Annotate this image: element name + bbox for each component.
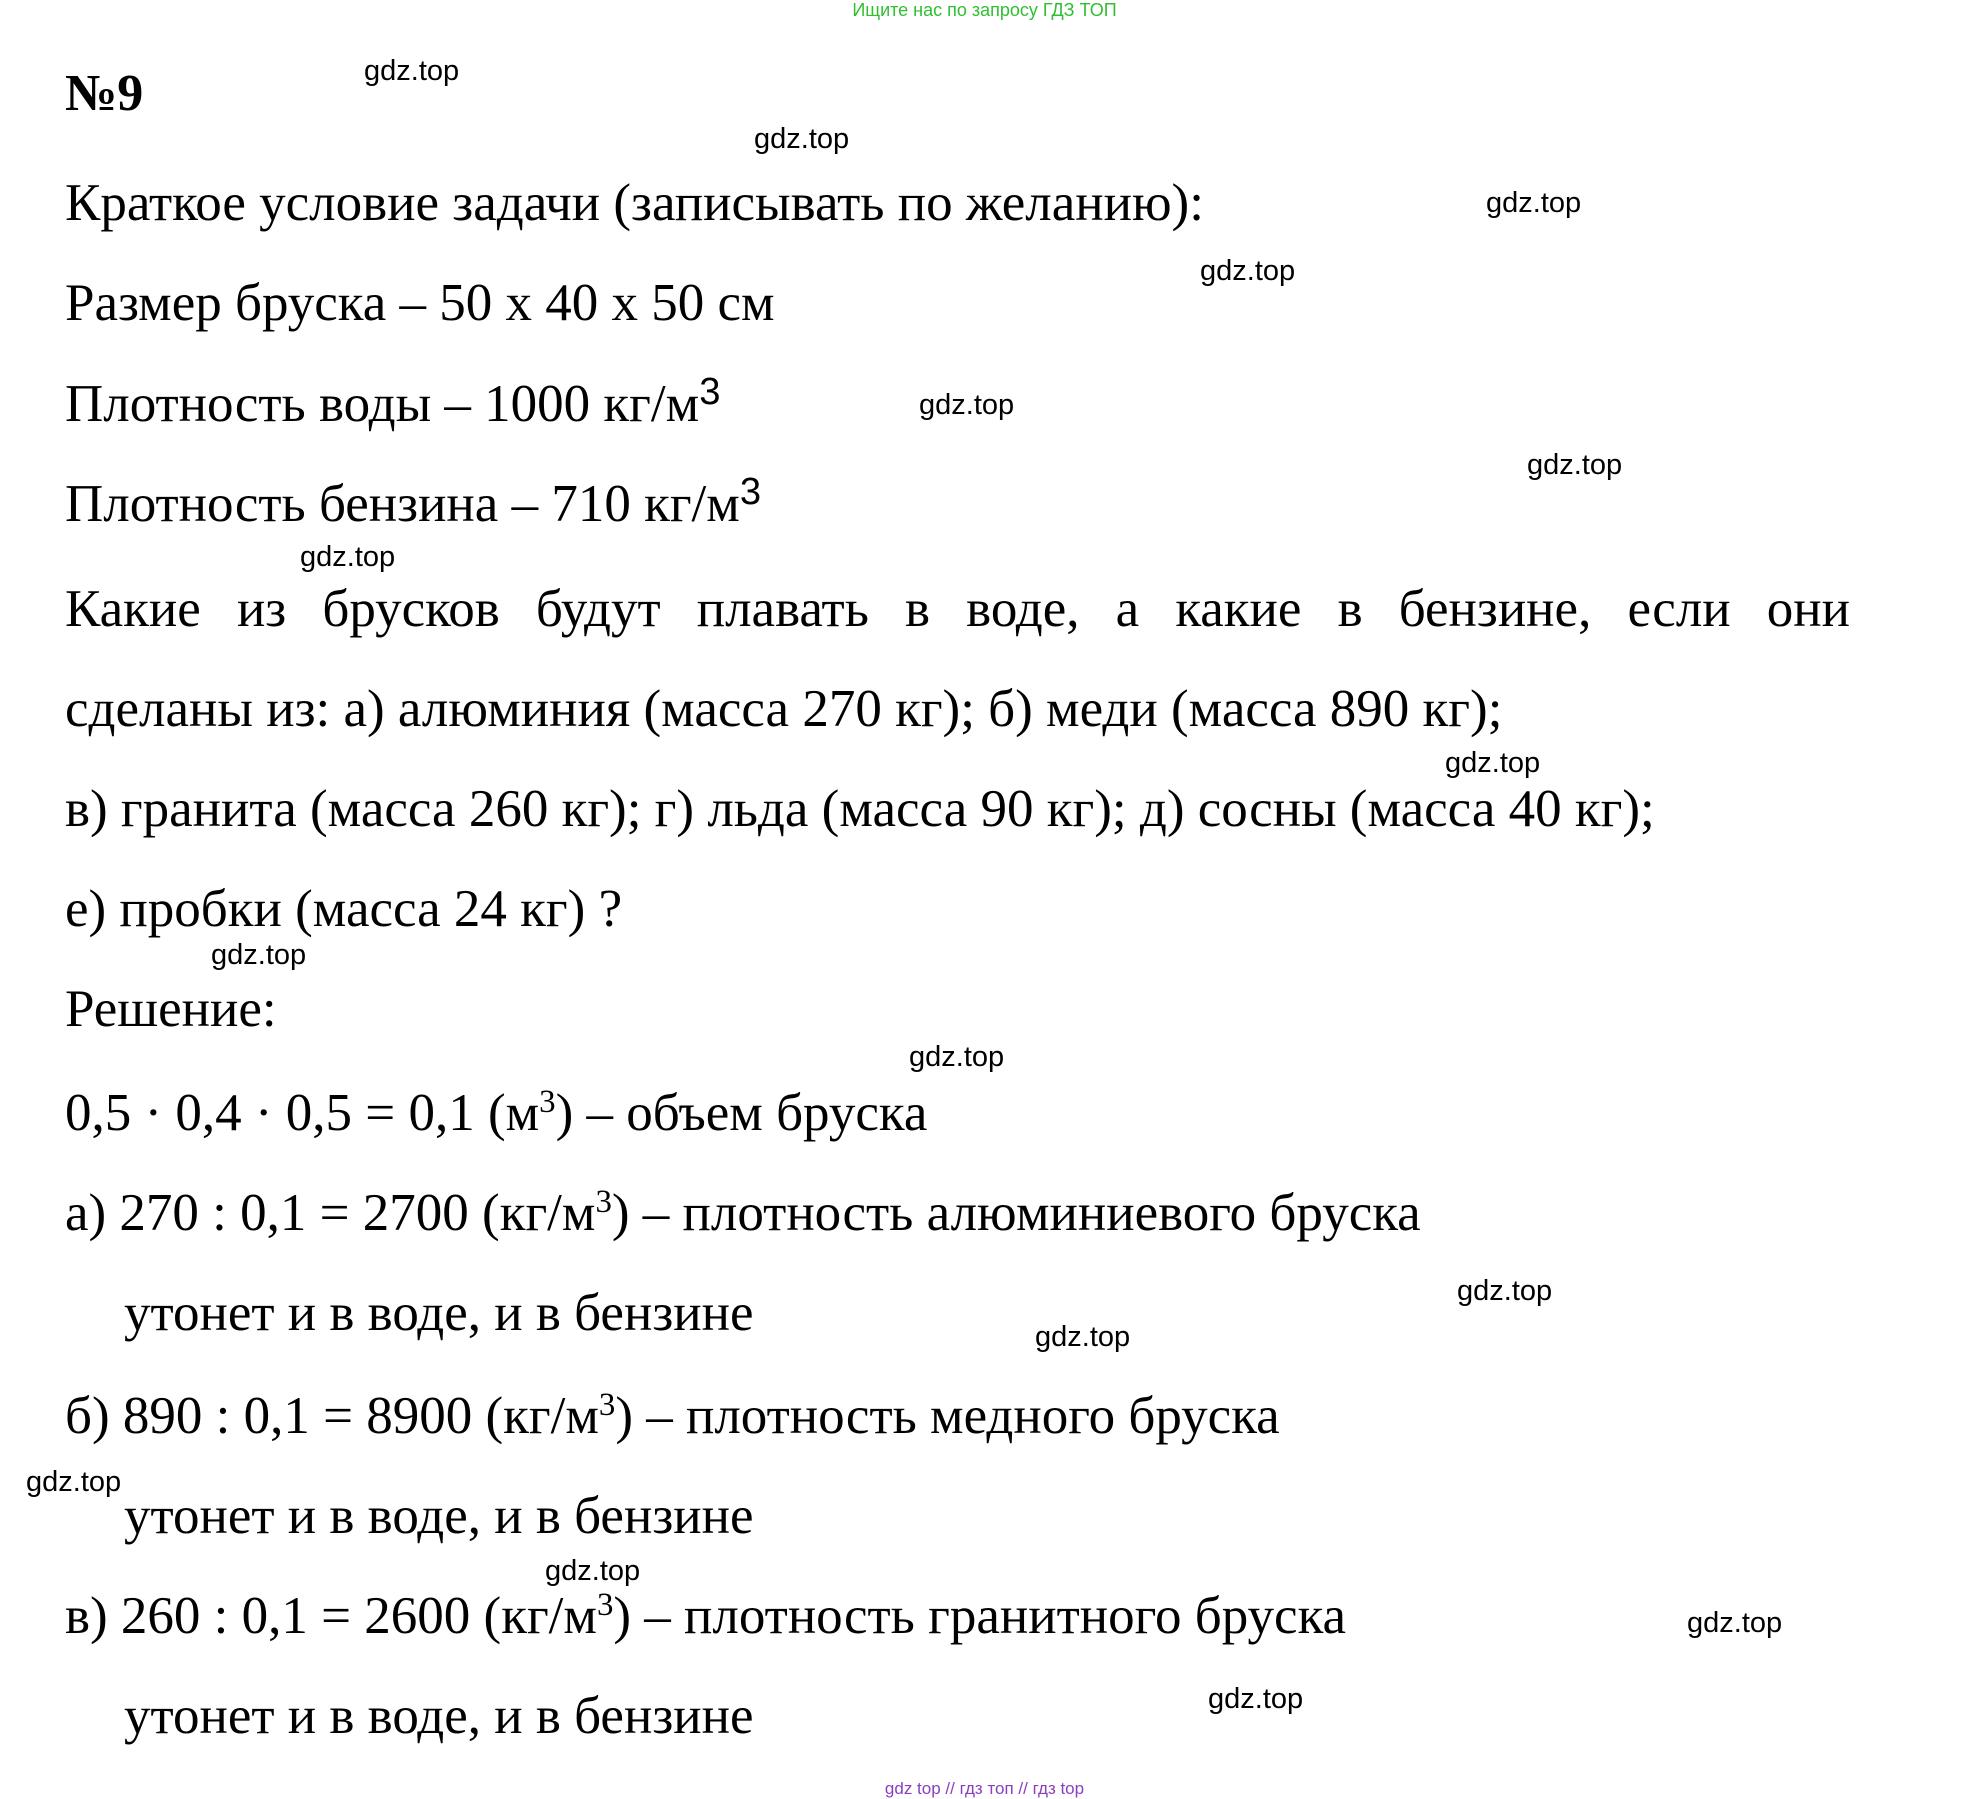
condition-petrol-density [65, 469, 762, 533]
watermark: gdz.top [754, 123, 850, 155]
solution-a [65, 1183, 1421, 1242]
watermark: gdz.top [211, 939, 307, 971]
condition-question-line-1: Какие из брусков будут плавать в воде, а какие в бензине, если они [65, 580, 1850, 638]
condition-question-line-2: сделаны из: а) алюминия (масса 270 кг); б) меди (масса 890 кг); [65, 680, 1503, 738]
solution-c [65, 1586, 1347, 1645]
solution-b [65, 1386, 1280, 1445]
top-banner: Ищите нас по запросу ГДЗ ТОП [852, 0, 1117, 20]
footer-banner: gdz top // гдз топ // гдз top [884, 1779, 1085, 1798]
petrol-density-text: Плотность бензина – 710 кг/м [65, 475, 740, 533]
condition-size: Размер бруска – 50 х 40 х 50 см [65, 274, 775, 332]
watermark: gdz.top [1445, 747, 1541, 779]
solution-volume [65, 1083, 928, 1142]
watermark: gdz.top [364, 55, 460, 87]
solution-b-exponent: 3 [598, 1386, 616, 1423]
watermark: gdz.top [1208, 1683, 1304, 1715]
solution-b-formula: б) 890 : 0,1 = 8900 (кг/м [65, 1387, 599, 1445]
solution-c-exponent: 3 [596, 1586, 614, 1623]
watermark: gdz.top [300, 541, 396, 573]
condition-question-line-4: е) пробки (масса 24 кг) ? [65, 880, 623, 938]
watermark: gdz.top [1457, 1275, 1553, 1307]
watermark: gdz.top [1527, 449, 1623, 481]
solution-heading: Решение: [65, 980, 277, 1038]
water-density-exponent: 3 [699, 369, 721, 413]
solution-a-exponent: 3 [595, 1183, 612, 1220]
solution-a-caption: ) – плотность алюминиевого бруска [611, 1184, 1421, 1242]
volume-caption: ) – объем бруска [555, 1084, 928, 1142]
solution-c-result: утонет и в воде, и в бензине [124, 1687, 754, 1745]
solution-b-result: утонет и в воде, и в бензине [124, 1487, 754, 1545]
watermark: gdz.top [1486, 187, 1582, 219]
solution-c-formula: в) 260 : 0,1 = 2600 (кг/м [65, 1587, 597, 1645]
watermark: gdz.top [1200, 255, 1296, 287]
watermark: gdz.top [26, 1466, 122, 1498]
watermark: gdz.top [1687, 1607, 1783, 1639]
solution-a-result: утонет и в воде, и в бензине [124, 1284, 754, 1342]
condition-question-line-3: в) гранита (масса 260 кг); г) льда (масса 90 кг); д) сосны (масса 40 кг); [65, 780, 1655, 838]
solution-a-formula: а) 270 : 0,1 = 2700 (кг/м [65, 1184, 596, 1242]
petrol-density-exponent: 3 [739, 469, 762, 513]
water-density-text: Плотность воды – 1000 кг/м [65, 375, 700, 433]
problem-number: №9 [65, 65, 144, 122]
watermark: gdz.top [909, 1041, 1005, 1073]
volume-formula: 0,5 · 0,4 · 0,5 = 0,1 (м [65, 1084, 540, 1142]
volume-exponent: 3 [539, 1083, 556, 1120]
solution-b-caption: ) – плотность медного бруска [615, 1387, 1280, 1445]
watermark: gdz.top [1035, 1321, 1131, 1353]
condition-water-density [65, 369, 721, 433]
solution-c-caption: ) – плотность гранитного бруска [613, 1587, 1347, 1645]
watermark: gdz.top [919, 389, 1015, 421]
condition-intro: Краткое условие задачи (записывать по желанию): [65, 174, 1204, 232]
watermark: gdz.top [545, 1555, 641, 1587]
